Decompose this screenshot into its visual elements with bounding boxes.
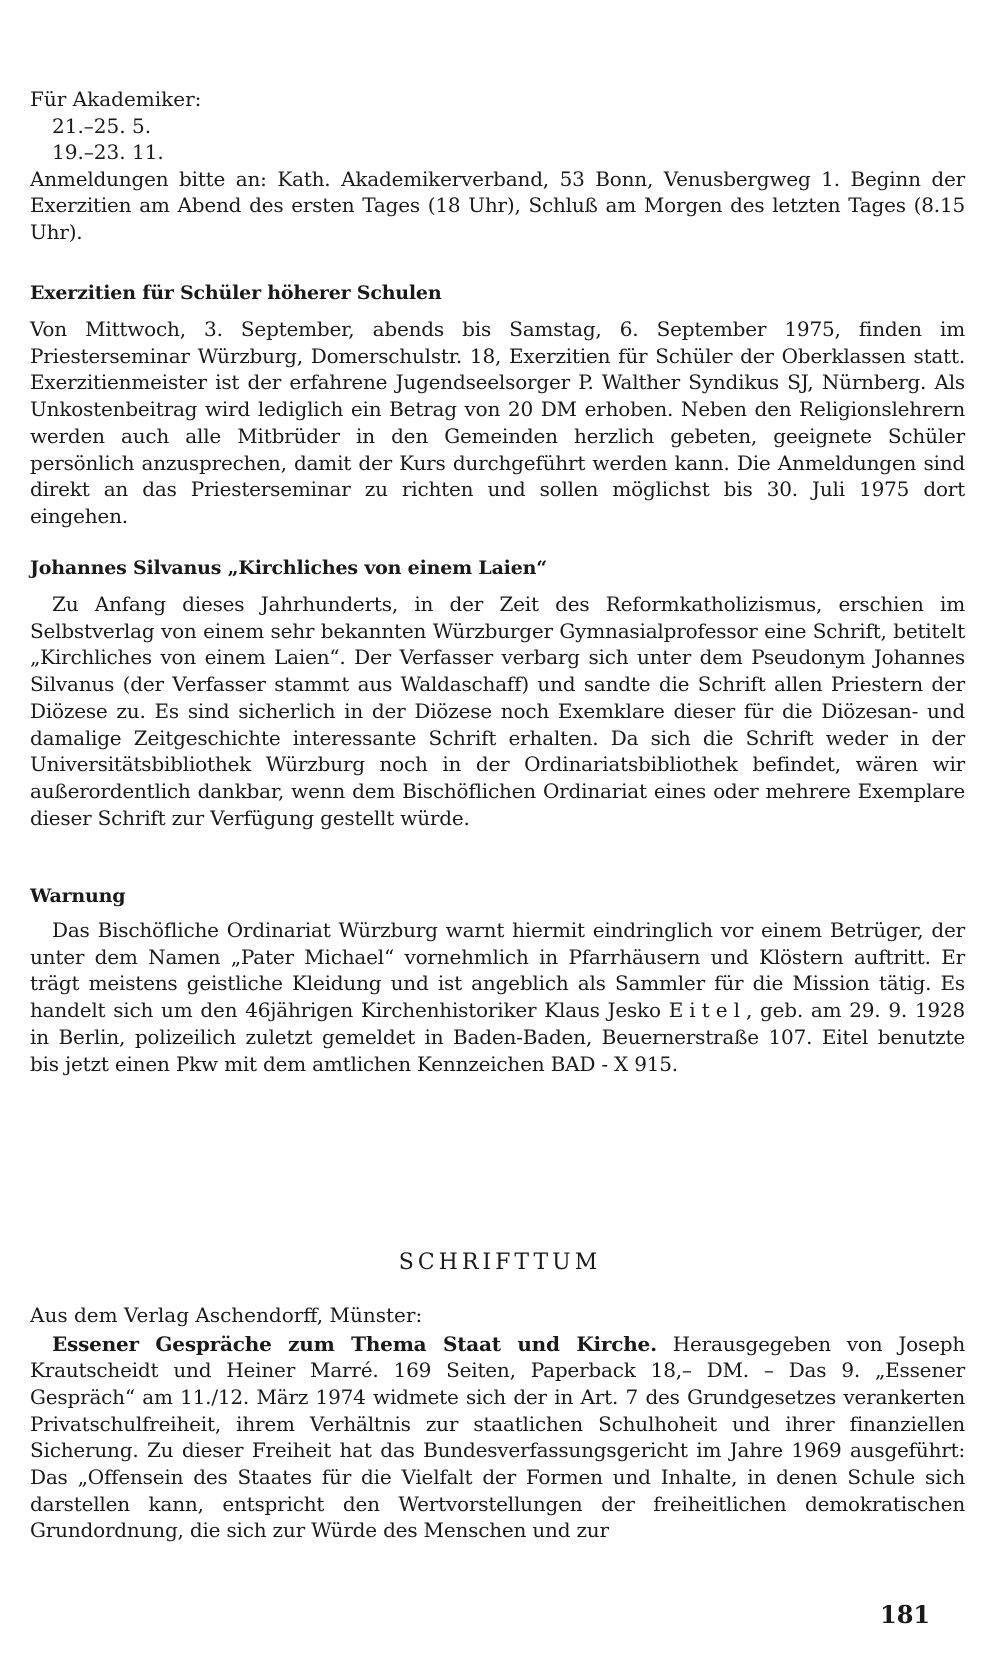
- warning-heading: Warnung: [30, 885, 126, 907]
- section-body: Von Mittwoch, 3. September, abends bis Samstag, 6. September 1975, finden im Priesterseminar Würzburg, Domerschulstr. 18, Exerzitien für Schüler der Oberklassen statt. Exerzitienmeister ist der erfahrene Jugendseelsorger P. Walther Syndikus SJ, Nürnberg. Als Unkostenbeitrag wird lediglich ein Betrag von 20 DM erhoben. Neben den Religionslehrern werden auch alle Mitbrüder in den Gemeinden herzlich gebeten, geeignete Schüler persönlich anzusprechen, damit der Kurs durchgeführt werden kann. Die Anmeldungen sind direkt an das Priesterseminar zu richten und sollen möglichst bis 30. Juli 1975 dort eingehen.: [30, 317, 965, 528]
- date-item: 19.–23. 11.: [52, 140, 164, 164]
- book-title: Essener Gespräche zum Thema Staat und Kirche.: [52, 1331, 657, 1356]
- date-item: 21.–25. 5.: [52, 113, 152, 138]
- warning-text-before: Das Bischöfliche Ordinariat Würzburg warnt hiermit eindringlich vor einem Betrüger, der unter dem Namen „Pater Michael“ vornehmlich in Pfarrhäusern und Klöstern auftritt. Er trägt meistens geistliche Kleidung und ist angeblich als Sammler für die Mission tätig. Es handelt sich um den 46jährigen Kirchenhistoriker Klaus Jesko: [30, 918, 965, 1023]
- literature-text: Herausgegeben von Joseph Krautscheidt und Heiner Marré. 169 Seiten, Paperback 18,– DM. – Das 9. „Essener Gespräch“ am 11./12. März 1974 widmete sich der in Art. 7 des Grundgesetzes verankerten Privatschulfreiheit, ihrem Verhältnis zur staatlichen Schulhoheit und ihrer finanziellen Sicherung. Zu dieser Freiheit hat das Bundesverfassungsgericht im Jahre 1969 ausgeführt: Das „Offensein des Staates für die Vielfalt der Formen und Inhalte, in denen Schule sich darstellen kann, entspricht den Wertvorstellungen der freiheitlichen demokratischen Grundordnung, die sich zur Würde des Menschen und zur: [30, 1331, 965, 1543]
- section-heading: Johannes Silvanus „Kirchliches von einem Laien“: [30, 557, 547, 579]
- academics-dates: [30, 113, 965, 166]
- section-students: [30, 280, 965, 530]
- section-warning: [30, 883, 965, 1077]
- section-heading: Exerzitien für Schüler höherer Schulen: [30, 282, 442, 304]
- academics-label: Für Akademiker:: [30, 87, 202, 111]
- section-silvanus: [30, 555, 965, 831]
- literature-body: [30, 1331, 965, 1545]
- section-body: Zu Anfang dieses Jahrhunderts, in der Zeit des Reformkatholizismus, erschien im Selbstverlag von einem sehr bekannten Würzburger Gymnasialprofessor eine Schrift, betitelt „Kirchliches von einem Laien“. Der Verfasser verbarg sich unter dem Pseudonym Johannes Silvanus (der Verfasser stammt aus Waldaschaff) und sandte die Schrift allen Priestern der Diözese zu. Es sind sicherlich in der Diözese noch Exemklare dieser für die Diözesan- und damalige Zeitgeschichte interessante Schrift erhalten. Da sich die Schrift weder in der Universitätsbibliothek Würzburg noch in der Ordinariatsbibliothek befindet, wären wir außerordentlich dankbar, wenn dem Bischöflichen Ordinariat eines oder mehrere Exemplare dieser Schrift zur Verfügung gestellt würde.: [30, 592, 965, 830]
- registration-text: Anmeldungen bitte an: Kath. Akademikerverband, 53 Bonn, Venusbergweg 1. Beginn der Exerzitien am Abend des ersten Tages (18 Uhr), Schluß am Morgen des letzten Tages (8.15 Uhr).: [30, 166, 965, 244]
- literature-block: [30, 1302, 965, 1544]
- warning-body: [30, 917, 965, 1077]
- publisher-line: Aus dem Verlag Aschendorff, Münster:: [30, 1303, 423, 1327]
- warning-text-after: , geb. am 29. 9. 1928 in Berlin, polizeilich zuletzt gemeldet in Baden-Baden, Beuernerstraße 107. Eitel benutzte bis jetzt einen Pkw mit dem amtlichen Kennzeichen BAD - X 915.: [30, 998, 965, 1076]
- literature-title: SCHRIFTTUM: [398, 1250, 602, 1275]
- warning-name: Eitel: [668, 998, 746, 1023]
- academics-block: [30, 86, 965, 246]
- page-number: 181: [880, 1600, 931, 1629]
